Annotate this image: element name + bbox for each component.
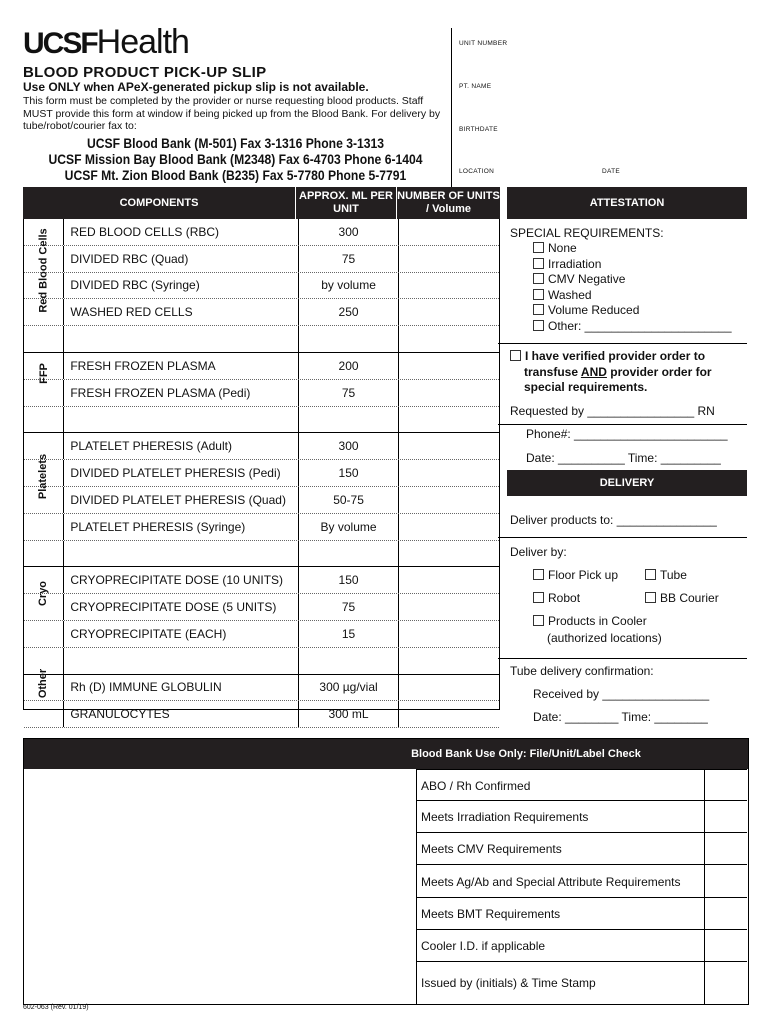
check-box[interactable]	[704, 833, 747, 865]
special-checkbox[interactable]	[533, 258, 544, 269]
units-volume-input[interactable]	[398, 621, 499, 647]
deliver-by-label: Deliver by:	[510, 545, 567, 559]
special-option[interactable]: Volume Reduced	[533, 303, 770, 319]
verify-checkbox[interactable]	[510, 350, 521, 361]
check-box[interactable]	[704, 930, 747, 962]
component-name: PLATELET PHERESIS (Adult)	[63, 433, 298, 459]
special-option[interactable]: Other: ______________________	[533, 319, 770, 335]
units-volume-input[interactable]	[398, 219, 499, 245]
table-row	[24, 621, 499, 648]
special-option[interactable]: CMV Negative	[533, 272, 770, 288]
blood-bank-table	[23, 738, 749, 1005]
blood-bank-check-row[interactable]	[416, 769, 747, 801]
table-row	[24, 299, 499, 326]
tube-option[interactable]: Tube	[645, 568, 770, 582]
date-time-field[interactable]: Date: __________ Time: _________	[526, 451, 721, 465]
units-volume-input[interactable]	[398, 433, 499, 459]
blood-bank-check-row[interactable]	[416, 897, 747, 930]
special-checkbox[interactable]	[533, 289, 544, 300]
table-row	[24, 246, 499, 273]
units-volume-input[interactable]	[398, 353, 499, 379]
check-label: Issued by (initials) & Time Stamp	[421, 976, 596, 990]
blood-bank-check-row[interactable]	[416, 864, 747, 898]
units-volume-input[interactable]	[398, 460, 499, 486]
component-name: DIVIDED RBC (Quad)	[63, 246, 298, 272]
approx-ml: 150	[298, 567, 397, 593]
ucsf-health-logo: UCSFHealth	[23, 23, 189, 61]
unit-number-label: UNIT NUMBER	[459, 40, 508, 47]
special-checkbox[interactable]	[533, 304, 544, 315]
check-label: Meets CMV Requirements	[421, 842, 562, 856]
received-by-field[interactable]: Received by ________________	[533, 687, 710, 701]
blood-bank-check-row[interactable]	[416, 800, 747, 833]
approx-ml: By volume	[298, 514, 397, 540]
table-row	[24, 380, 499, 407]
tube-checkbox[interactable]	[645, 569, 656, 580]
units-volume-input[interactable]	[398, 299, 499, 325]
units-volume-input[interactable]	[398, 567, 499, 593]
bb-courier-option[interactable]: BB Courier	[645, 591, 770, 605]
components-header: COMPONENTS	[23, 187, 295, 219]
group-label: Cryo	[37, 580, 50, 606]
approx-ml: 300 µg/vial	[298, 675, 397, 701]
approx-ml: 75	[298, 380, 397, 406]
approx-ml: 300 mL	[298, 701, 397, 727]
group-label: Platelets	[37, 454, 50, 500]
patient-label-area[interactable]	[451, 28, 748, 188]
approx-ml: by volume	[298, 273, 397, 299]
group-spacer	[24, 648, 499, 675]
blood-bank-check-row[interactable]	[416, 961, 747, 1004]
check-label: Meets BMT Requirements	[421, 907, 561, 921]
requested-by-field[interactable]: Requested by ________________ RN	[510, 404, 715, 418]
attestation-header: ATTESTATION	[507, 187, 747, 219]
group-label: Red Blood Cells	[37, 228, 50, 313]
form-number: 602-063 (Rev. 01/19)	[23, 1004, 89, 1011]
component-name: PLATELET PHERESIS (Syringe)	[63, 514, 298, 540]
form-instructions: This form must be completed by the provider or nurse requesting blood products. Staff MUST provide this form at window if being picked up from the Blood Bank. For delivery by tube/robot/courier fax to:	[23, 95, 441, 132]
component-name: CRYOPRECIPITATE DOSE (5 UNITS)	[63, 594, 298, 620]
group-label: Other	[37, 668, 50, 699]
table-row	[24, 433, 499, 460]
table-row	[24, 460, 499, 487]
units-volume-input[interactable]	[398, 514, 499, 540]
units-volume-input[interactable]	[398, 487, 499, 513]
special-requirements-list	[533, 241, 770, 335]
check-box[interactable]	[704, 801, 747, 833]
floor-pickup-option[interactable]: Floor Pick up	[533, 568, 770, 582]
components-table	[23, 219, 500, 722]
blood-bank-check-row[interactable]	[416, 832, 747, 865]
check-label: Cooler I.D. if applicable	[421, 939, 546, 953]
robot-checkbox[interactable]	[533, 592, 544, 603]
robot-option[interactable]: Robot	[533, 591, 770, 605]
special-checkbox[interactable]	[533, 242, 544, 253]
special-checkbox[interactable]	[533, 320, 544, 331]
approx-ml: 50-75	[298, 487, 397, 513]
cooler-note: (authorized locations)	[547, 631, 662, 645]
component-name: CRYOPRECIPITATE DOSE (10 UNITS)	[63, 567, 298, 593]
special-requirements-title: SPECIAL REQUIREMENTS:	[510, 226, 664, 240]
table-row	[24, 567, 499, 594]
units-volume-input[interactable]	[398, 675, 499, 701]
check-box[interactable]	[704, 865, 747, 898]
phone-field[interactable]: Phone#: _______________________	[526, 427, 728, 441]
verify-attestation[interactable]: I have verified provider order to transfuse AND provider order for special requirements.	[510, 349, 759, 396]
component-name: FRESH FROZEN PLASMA	[63, 353, 298, 379]
special-checkbox[interactable]	[533, 273, 544, 284]
component-name: DIVIDED PLATELET PHERESIS (Quad)	[63, 487, 298, 513]
check-label: Meets Irradiation Requirements	[421, 810, 589, 824]
bb-courier-checkbox[interactable]	[645, 592, 656, 603]
table-row	[24, 594, 499, 621]
table-row	[24, 675, 499, 702]
units-volume-input[interactable]	[398, 273, 499, 299]
tube-date-time-field[interactable]: Date: ________ Time: ________	[533, 710, 708, 724]
pt-name-label: PT. NAME	[459, 83, 492, 90]
approx-ml: 250	[298, 299, 397, 325]
check-box[interactable]	[704, 962, 747, 1004]
deliver-to-field[interactable]: Deliver products to: _______________	[510, 513, 717, 527]
location-label: LOCATION	[459, 168, 495, 175]
component-name: CRYOPRECIPITATE (EACH)	[63, 621, 298, 647]
units-volume-input[interactable]	[398, 246, 499, 272]
approx-ml: 150	[298, 460, 397, 486]
table-row	[24, 273, 499, 300]
table-row	[24, 701, 499, 728]
bank-mission-bay: UCSF Mission Bay Blood Bank (M2348) Fax 6-4703 Phone 6-1404	[48, 152, 423, 167]
units-volume-header: NUMBER OF UNITS / Volume	[396, 187, 500, 219]
cooler-checkbox[interactable]	[533, 615, 544, 626]
special-option[interactable]: Irradiation	[533, 257, 770, 273]
approx-ml: 300	[298, 219, 397, 245]
blood-bank-check-row[interactable]	[416, 929, 747, 962]
component-name: Rh (D) IMMUNE GLOBULIN	[63, 675, 298, 701]
check-box[interactable]	[704, 770, 747, 801]
group-spacer	[24, 407, 499, 434]
approx-ml: 15	[298, 621, 397, 647]
special-option[interactable]: None	[533, 241, 770, 257]
units-volume-input[interactable]	[398, 380, 499, 406]
group-label: FFP	[37, 363, 50, 385]
component-name: RED BLOOD CELLS (RBC)	[63, 219, 298, 245]
floor-pickup-checkbox[interactable]	[533, 569, 544, 580]
form-subtitle: Use ONLY when APeX-generated pickup slip is not available.	[23, 80, 369, 94]
units-volume-input[interactable]	[398, 701, 499, 727]
check-label: ABO / Rh Confirmed	[421, 778, 531, 793]
birthdate-label: BIRTHDATE	[459, 126, 498, 133]
approx-ml-header: APPROX. ML PER UNIT	[295, 187, 396, 219]
component-name: DIVIDED PLATELET PHERESIS (Pedi)	[63, 460, 298, 486]
approx-ml: 300	[298, 433, 397, 459]
table-row	[24, 487, 499, 514]
special-option[interactable]: Washed	[533, 288, 770, 304]
component-name: GRANULOCYTES	[63, 701, 298, 727]
table-row	[24, 353, 499, 380]
form-title: BLOOD PRODUCT PICK-UP SLIP	[23, 64, 267, 81]
check-box[interactable]	[704, 898, 747, 930]
group-spacer	[24, 541, 499, 568]
delivery-header: DELIVERY	[507, 470, 747, 496]
date-label: DATE	[602, 168, 621, 175]
approx-ml: 75	[298, 246, 397, 272]
cooler-option[interactable]: Products in Cooler	[533, 614, 770, 628]
component-name: FRESH FROZEN PLASMA (Pedi)	[63, 380, 298, 406]
bank-parnassus: UCSF Blood Bank (M-501) Fax 3-1316 Phone 3-1313	[86, 136, 385, 151]
blood-bank-header: Blood Bank Use Only: File/Unit/Label Check	[24, 739, 748, 769]
approx-ml: 200	[298, 353, 397, 379]
group-spacer	[24, 326, 499, 353]
component-name: DIVIDED RBC (Syringe)	[63, 273, 298, 299]
table-row	[24, 219, 499, 246]
approx-ml: 75	[298, 594, 397, 620]
component-name: WASHED RED CELLS	[63, 299, 298, 325]
bank-mt-zion: UCSF Mt. Zion Blood Bank (B235) Fax 5-7780 Phone 5-7791	[64, 168, 407, 183]
table-row	[24, 514, 499, 541]
check-label: Meets Ag/Ab and Special Attribute Requirements	[421, 874, 681, 889]
tube-confirm-label: Tube delivery confirmation:	[510, 664, 654, 678]
units-volume-input[interactable]	[398, 594, 499, 620]
